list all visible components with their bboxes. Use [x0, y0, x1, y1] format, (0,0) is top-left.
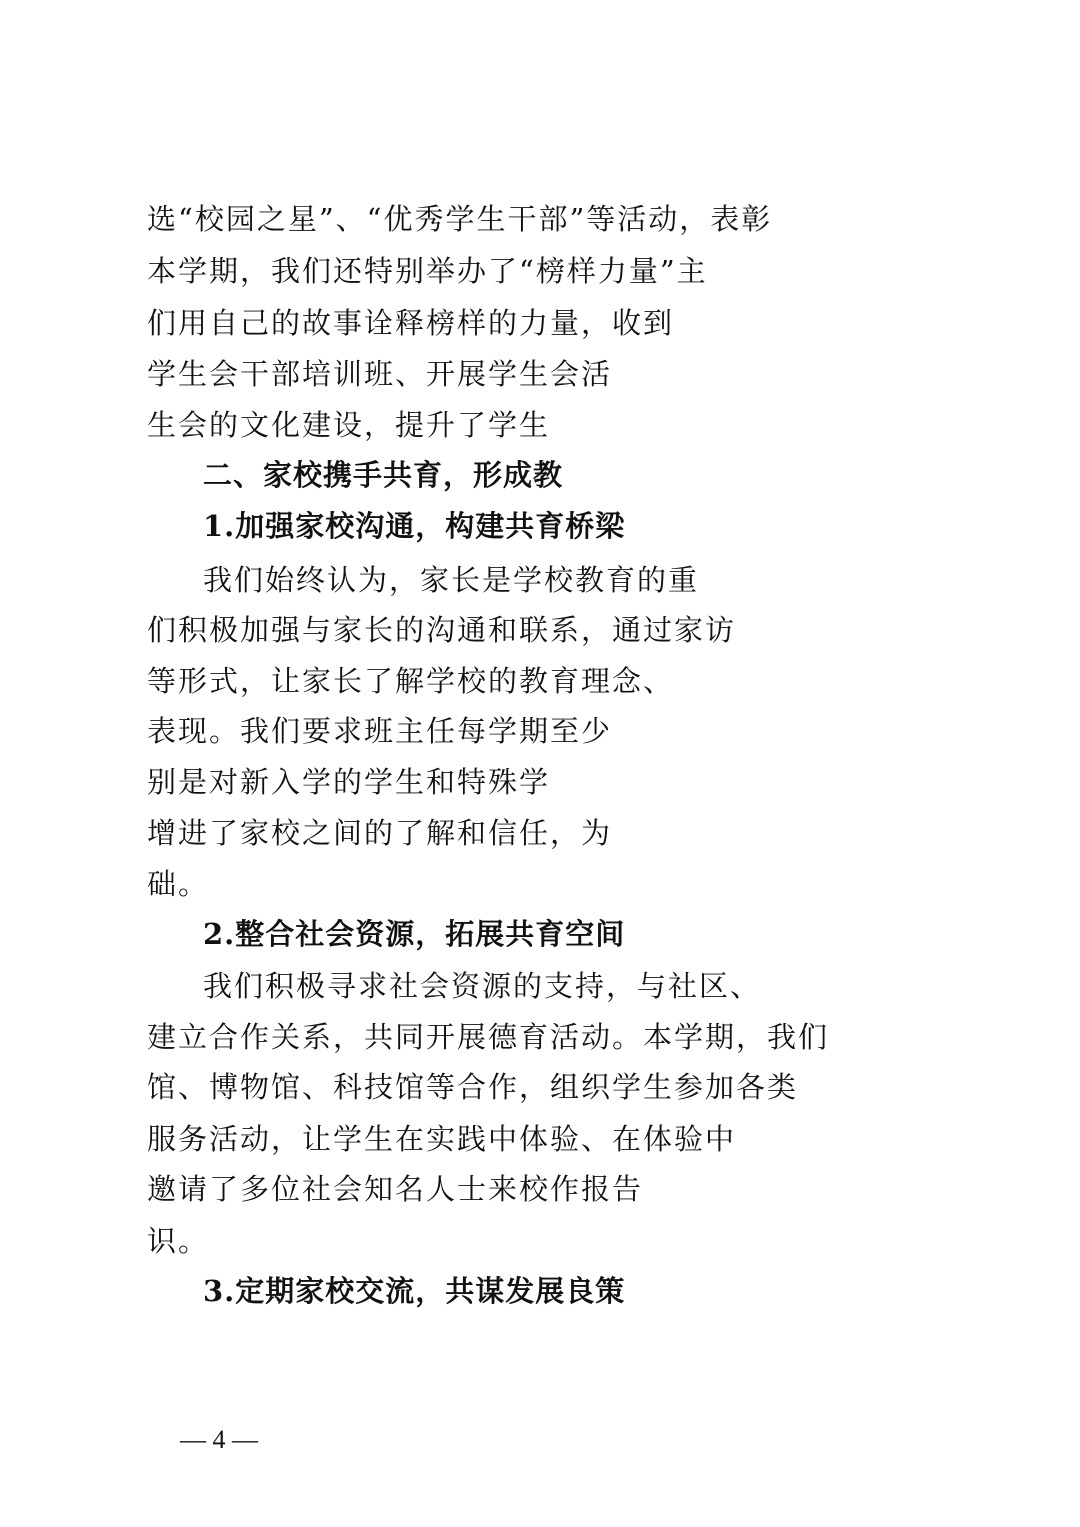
paragraph-line: 等形式，让家长了解学校的教育理念、 — [147, 664, 675, 698]
paragraph-line: 增进了家校之间的了解和信任，为 — [147, 816, 613, 850]
paragraph-line: 识。 — [147, 1224, 210, 1258]
paragraph-line: 们用自己的故事诠释榜样的力量，收到 — [147, 306, 675, 340]
subsection-heading: 1.加强家校沟通，构建共育桥梁 — [203, 509, 626, 543]
paragraph-line: 本学期，我们还特别举办了“榜样力量”主 — [147, 254, 708, 288]
subsection-heading: 3.定期家校交流，共谋发展良策 — [203, 1274, 626, 1308]
paragraph-line: 选“校园之星”、“优秀学生干部”等活动，表彰 — [147, 202, 773, 236]
paragraph-line: 学生会干部培训班、开展学生会活 — [147, 357, 613, 391]
paragraph-line: 础。 — [147, 867, 210, 901]
paragraph-line: 馆、博物馆、科技馆等合作，组织学生参加各类 — [147, 1070, 799, 1104]
paragraph-line: 我们始终认为，家长是学校教育的重 — [203, 563, 700, 597]
paragraph-line: 们积极加强与家长的沟通和联系，通过家访 — [147, 613, 737, 647]
paragraph-line: 邀请了多位社会知名人士来校作报告 — [147, 1172, 644, 1206]
page-number: — 4 — — [180, 1425, 258, 1454]
paragraph-line: 我们积极寻求社会资源的支持，与社区、 — [203, 969, 762, 1003]
paragraph-line: 生会的文化建设，提升了学生 — [147, 408, 551, 442]
paragraph-line: 建立合作关系，共同开展德育活动。本学期，我们 — [147, 1020, 830, 1054]
paragraph-line: 服务活动，让学生在实践中体验、在体验中 — [147, 1122, 737, 1156]
subsection-heading: 2.整合社会资源，拓展共育空间 — [203, 917, 626, 951]
section-heading: 二、家校携手共育，形成教 — [203, 458, 564, 492]
paragraph-line: 表现。我们要求班主任每学期至少 — [147, 714, 613, 748]
paragraph-line: 别是对新入学的学生和特殊学 — [147, 765, 551, 799]
